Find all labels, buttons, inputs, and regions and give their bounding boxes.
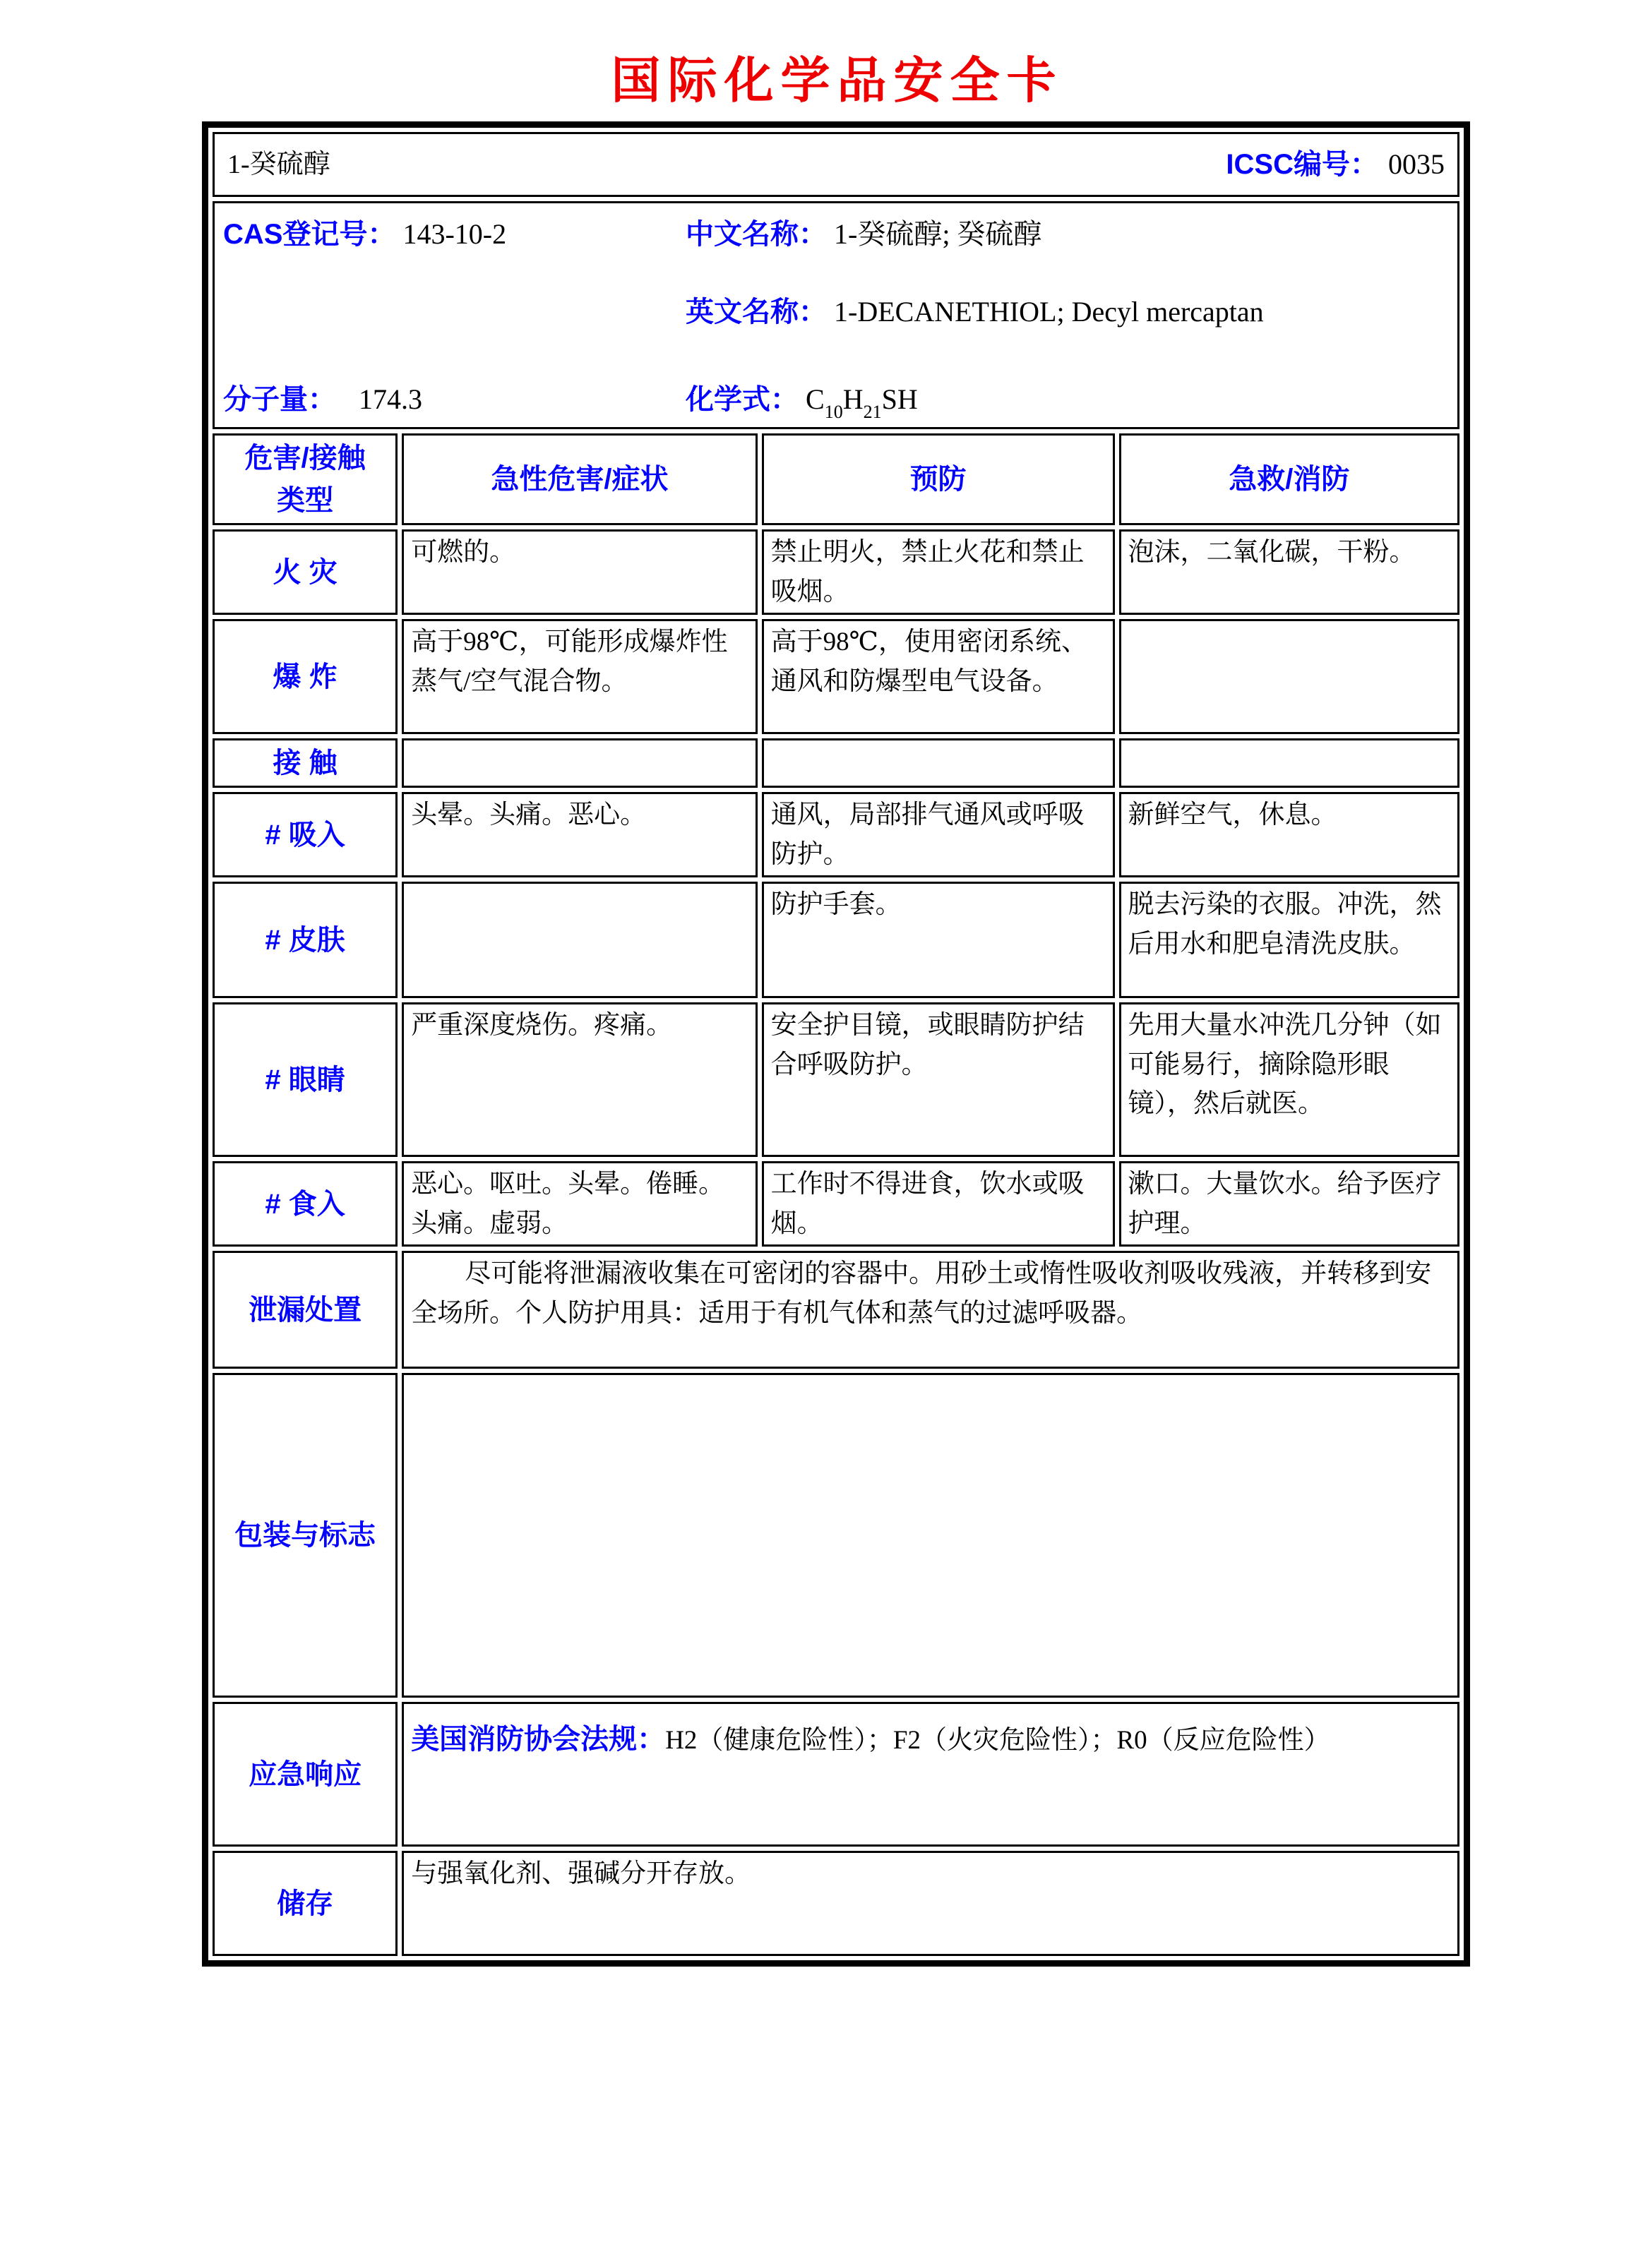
- page-title: 国际化学品安全卡: [611, 51, 1063, 109]
- eyes-symptoms: 严重深度烧伤。疼痛。: [402, 1002, 757, 1157]
- cn-name-value: 1-癸硫醇; 癸硫醇: [834, 218, 1042, 250]
- table-row-contact: [213, 738, 1459, 788]
- eyes-response: 先用大量水冲洗几分钟（如可能易行，摘除隐形眼镜），然后就医。: [1119, 1002, 1459, 1157]
- spill-text: 尽可能将泄漏液收集在可密闭的容器中。用砂土或惰性吸收剂吸收残液，并转移到安全场所。个人防护用具：适用于有机气体和蒸气的过滤呼吸器。: [411, 1259, 1432, 1328]
- contact-symptoms: [402, 738, 757, 788]
- table-row-substance: [213, 132, 1459, 197]
- nfpa-text: H2（健康危险性）；F2（火灾危险性）；R0（反应危险性）: [665, 1726, 1330, 1755]
- explosion-symptoms: 高于98℃，可能形成爆炸性蒸气/空气混合物。: [402, 619, 757, 734]
- row-label-skin: # 皮肤: [213, 882, 398, 998]
- ingestion-response: 漱口。大量饮水。给予医疗护理。: [1119, 1161, 1459, 1247]
- table-row-spill: [213, 1251, 1459, 1369]
- icsc-number-value: 0035: [1388, 148, 1445, 180]
- skin-symptoms: [402, 882, 757, 998]
- identity-cell: [213, 201, 1459, 429]
- en-name-label: 英文名称：: [686, 296, 827, 328]
- nfpa-label: 美国消防协会法规：: [411, 1724, 666, 1755]
- row-label-explosion: 爆 炸: [213, 619, 398, 734]
- row-label-contact: 接 触: [213, 738, 398, 788]
- emergency-text: [411, 1705, 1450, 1769]
- formula-label: 化学式：: [686, 384, 799, 415]
- cn-name-field: [686, 213, 1450, 291]
- inhalation-prevention: 通风，局部排气通风或呼吸防护。: [762, 792, 1115, 877]
- cas-label: CAS登记号：: [223, 219, 396, 250]
- fire-symptoms: 可燃的。: [402, 529, 757, 615]
- header-response: 急救/消防: [1119, 433, 1459, 525]
- mol-weight-label: 分子量：: [223, 384, 336, 415]
- cas-field: [223, 213, 686, 291]
- explosion-prevention: 高于98℃，使用密闭系统、通风和防爆型电气设备。: [762, 619, 1115, 734]
- inhalation-response: 新鲜空气，休息。: [1119, 792, 1459, 877]
- skin-response: 脱去污染的衣服。冲洗，然后用水和肥皂清洗皮肤。: [1119, 882, 1459, 998]
- table-row-emergency: [213, 1702, 1459, 1847]
- row-label-inhalation: # 吸入: [213, 792, 398, 877]
- row-label-ingestion: # 食入: [213, 1161, 398, 1247]
- table-row-skin: [213, 882, 1459, 998]
- emergency-text-cell: [402, 1702, 1459, 1847]
- mol-weight-value: 174.3: [359, 383, 422, 415]
- substance-name: 1-癸硫醇: [227, 149, 330, 179]
- substance-header-cell: [213, 132, 1459, 197]
- ingestion-prevention: 工作时不得进食，饮水或吸烟。: [762, 1161, 1115, 1247]
- formula-field: [686, 378, 1450, 426]
- fire-response: 泡沫，二氧化碳，干粉。: [1119, 529, 1459, 615]
- en-name-field: [686, 291, 1450, 378]
- header-prevention: 预防: [762, 433, 1115, 525]
- en-name-value: 1-DECANETHIOL; Decyl mercaptan: [834, 296, 1264, 328]
- icsc-number-label: ICSC编号：: [1226, 149, 1378, 180]
- mol-weight-field: [223, 378, 686, 426]
- storage-text-cell: 与强氧化剂、强碱分开存放。: [402, 1851, 1459, 1956]
- explosion-response: [1119, 619, 1459, 734]
- row-label-eyes: # 眼睛: [213, 1002, 398, 1157]
- table-row-fire: [213, 529, 1459, 615]
- fire-prevention: 禁止明火，禁止火花和禁止吸烟。: [762, 529, 1115, 615]
- row-label-packaging: 包装与标志: [213, 1373, 398, 1698]
- table-header-row: [213, 433, 1459, 525]
- table-row-ingestion: [213, 1161, 1459, 1247]
- eyes-prevention: 安全护目镜，或眼睛防护结合呼吸防护。: [762, 1002, 1115, 1157]
- spill-text-cell: [402, 1251, 1459, 1369]
- contact-response: [1119, 738, 1459, 788]
- row-label-spill: 泄漏处置: [213, 1251, 398, 1369]
- identity-spacer: [223, 291, 686, 378]
- skin-prevention: 防护手套。: [762, 882, 1115, 998]
- contact-prevention: [762, 738, 1115, 788]
- table-row-packaging: [213, 1373, 1459, 1698]
- packaging-text-cell: [402, 1373, 1459, 1698]
- header-symptoms: 急性危害/症状: [402, 433, 757, 525]
- table-row-storage: [213, 1851, 1459, 1956]
- cas-value: 143-10-2: [402, 218, 507, 250]
- chemical-formula: $C_{10}H_{21}SH$: [806, 383, 918, 422]
- header-hazard-type: 危害/接触 类型: [213, 433, 398, 525]
- table-row-eyes: [213, 1002, 1459, 1157]
- inhalation-symptoms: 头晕。头痛。恶心。: [402, 792, 757, 877]
- icsc-number-group: [1226, 143, 1445, 186]
- icsc-table: [202, 121, 1470, 1967]
- table-row-identity: [213, 201, 1459, 429]
- row-label-fire: 火 灾: [213, 529, 398, 615]
- table-row-explosion: [213, 619, 1459, 734]
- table-row-inhalation: [213, 792, 1459, 877]
- cn-name-label: 中文名称：: [686, 219, 827, 250]
- row-label-emergency: 应急响应: [213, 1702, 398, 1847]
- ingestion-symptoms: 恶心。呕吐。头晕。倦睡。头痛。虚弱。: [402, 1161, 757, 1247]
- identity-grid: [222, 205, 1450, 426]
- row-label-storage: 储存: [213, 1851, 398, 1956]
